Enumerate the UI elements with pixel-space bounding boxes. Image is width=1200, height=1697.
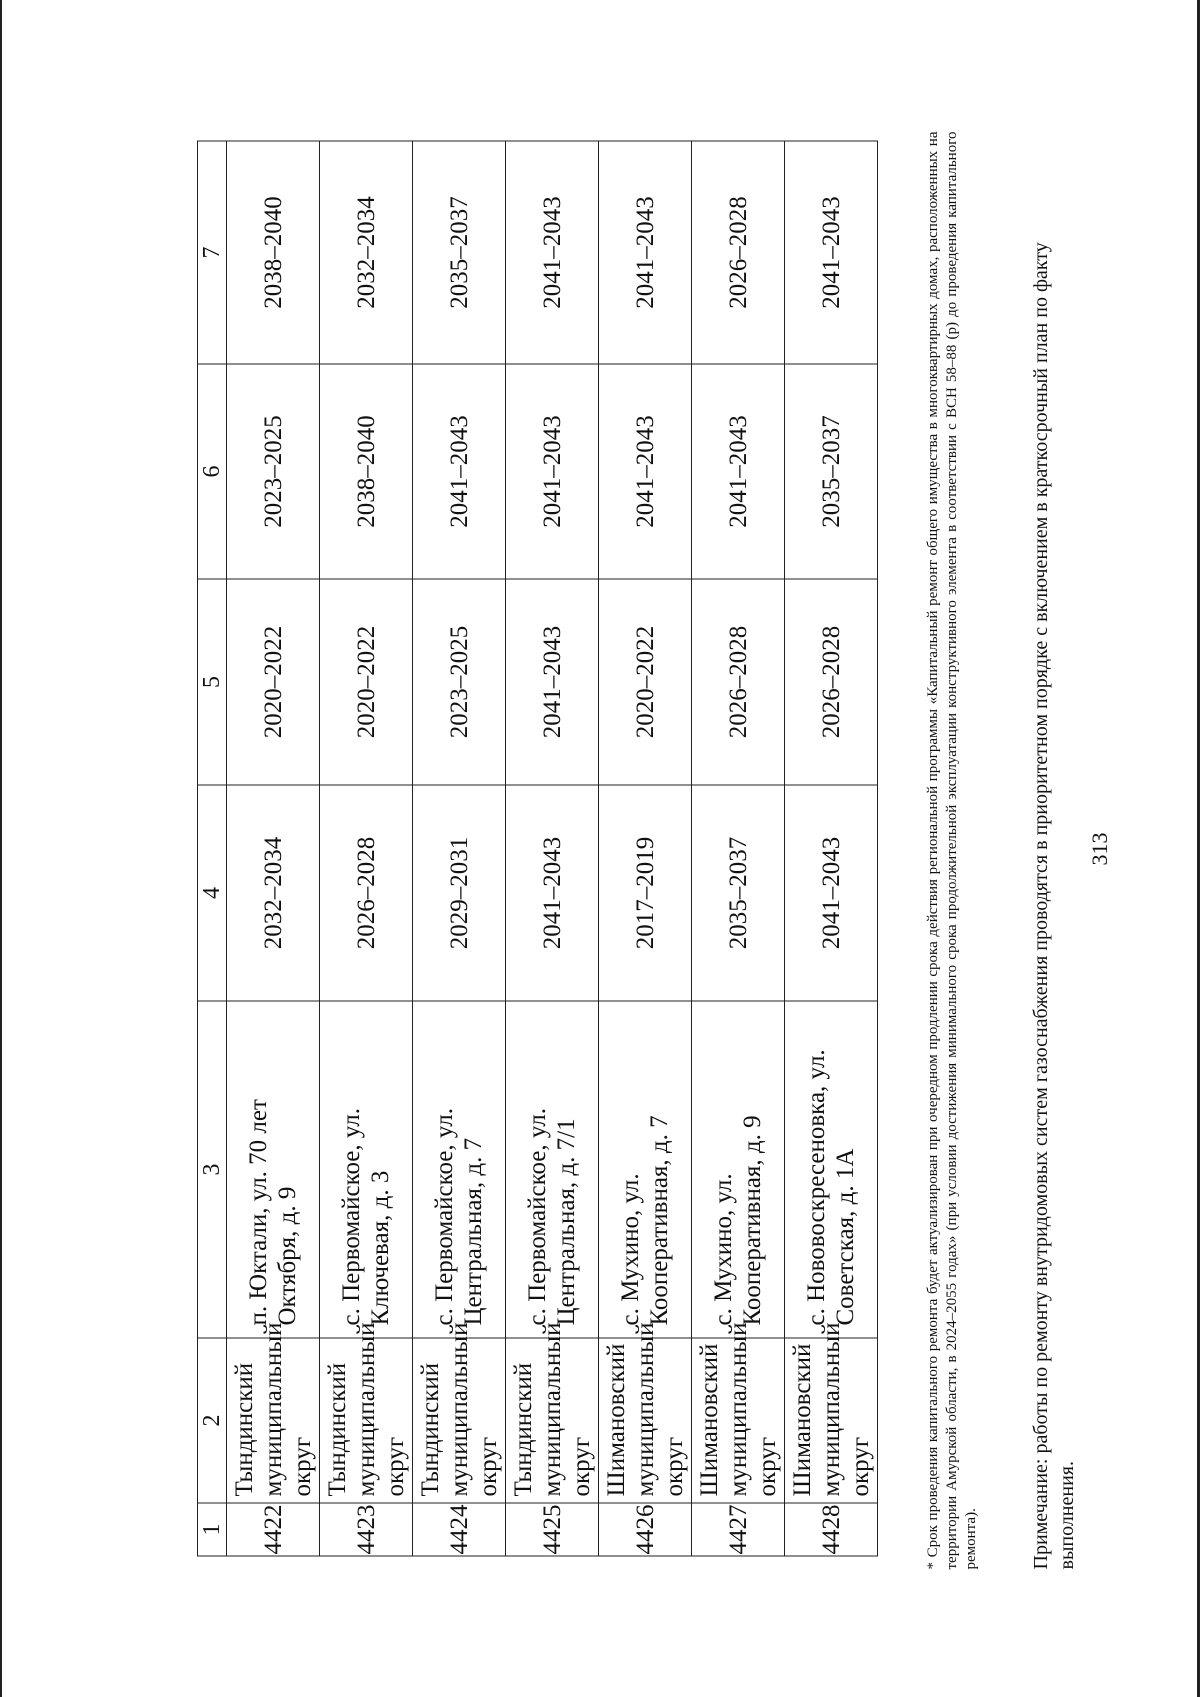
row-number: 4425 <box>506 1503 599 1556</box>
period-cell-col6: 2041–2043 <box>692 364 785 579</box>
col-header: 3 <box>198 1001 227 1338</box>
table-row <box>227 141 320 1556</box>
row-number: 4426 <box>599 1503 692 1556</box>
period-cell-col6: 2038–2040 <box>320 364 413 579</box>
period-cell-col7: 2026–2028 <box>692 141 785 364</box>
address-cell: с. Мухино, ул. Кооперативная, д. 9 <box>692 1001 785 1338</box>
period-cell-col5: 2020–2022 <box>227 579 320 785</box>
district-cell: Тындинский муниципальный округ <box>320 1338 413 1503</box>
period-cell-col4: 2017–2019 <box>599 785 692 1001</box>
address-cell: с. Нововоскресеновка, ул. Советская, д. 1А <box>785 1001 878 1338</box>
period-cell-col6: 2041–2043 <box>599 364 692 579</box>
address-cell: с. Мухино, ул. Кооперативная, д. 7 <box>599 1001 692 1338</box>
col-header: 5 <box>198 579 227 785</box>
district-cell: Шимановский муниципальный округ <box>785 1338 878 1503</box>
period-cell-col6: 2041–2043 <box>506 364 599 579</box>
address-cell: с. Первомайское, ул. Центральная, д. 7/1 <box>506 1001 599 1338</box>
table-row <box>785 141 878 1556</box>
row-number: 4427 <box>692 1503 785 1556</box>
note: Примечание: работы по ремонту внутридомовых систем газоснабжения проводятся в приоритетном порядке с включением в краткосрочный план по факту выполнения. <box>1030 241 1078 1569</box>
row-number: 4422 <box>227 1503 320 1556</box>
address-cell: с. Первомайское, ул. Центральная, д. 7 <box>413 1001 506 1338</box>
repair-schedule-table <box>197 140 878 1556</box>
period-cell-col5: 2020–2022 <box>320 579 413 785</box>
period-cell-col4: 2035–2037 <box>692 785 785 1001</box>
period-cell-col4: 2026–2028 <box>320 785 413 1001</box>
district-cell: Тындинский муниципальный округ <box>227 1338 320 1503</box>
table-row <box>413 141 506 1556</box>
period-cell-col6: 2041–2043 <box>413 364 506 579</box>
period-cell-col7: 2041–2043 <box>785 141 878 364</box>
row-number: 4428 <box>785 1503 878 1556</box>
row-number: 4423 <box>320 1503 413 1556</box>
table-header-row <box>198 141 227 1556</box>
district-cell: Тындинский муниципальный округ <box>413 1338 506 1503</box>
address-cell: п. Юктали, ул. 70 лет Октября, д. 9 <box>227 1001 320 1338</box>
table-row <box>320 141 413 1556</box>
period-cell-col4: 2041–2043 <box>785 785 878 1001</box>
period-cell-col6: 2023–2025 <box>227 364 320 579</box>
address-cell: с. Первомайское, ул. Ключевая, д. 3 <box>320 1001 413 1338</box>
col-header: 1 <box>198 1503 227 1556</box>
period-cell-col6: 2035–2037 <box>785 364 878 579</box>
period-cell-col5: 2023–2025 <box>413 579 506 785</box>
period-cell-col4: 2029–2031 <box>413 785 506 1001</box>
period-cell-col7: 2041–2043 <box>599 141 692 364</box>
district-cell: Тындинский муниципальный округ <box>506 1338 599 1503</box>
col-header: 7 <box>198 141 227 364</box>
footnote: * Срок проведения капитального ремонта будет актуализирован при очередном продлении срока действия региональной программы «Капитальный ремонт общего имущества в многоквартирных домах, расположенных на территории Амурской области, в 2024–2055 годах» (при условии достижения минимального срока продолжительной эксплуатации конструктивного элемента в соответствии с ВСН 58–88 (р) до проведения капитального ремонта). <box>925 131 979 1569</box>
table-row <box>692 141 785 1556</box>
col-header: 2 <box>198 1338 227 1503</box>
district-cell: Шимановский муниципальный округ <box>599 1338 692 1503</box>
period-cell-col4: 2032–2034 <box>227 785 320 1001</box>
page-number: 313 <box>1087 832 1112 865</box>
period-cell-col7: 2032–2034 <box>320 141 413 364</box>
row-number: 4424 <box>413 1503 506 1556</box>
table-row <box>506 141 599 1556</box>
period-cell-col5: 2026–2028 <box>692 579 785 785</box>
col-header: 4 <box>198 785 227 1001</box>
period-cell-col4: 2041–2043 <box>506 785 599 1001</box>
col-header: 6 <box>198 364 227 579</box>
period-cell-col7: 2041–2043 <box>506 141 599 364</box>
period-cell-col5: 2026–2028 <box>785 579 878 785</box>
period-cell-col5: 2020–2022 <box>599 579 692 785</box>
period-cell-col7: 2038–2040 <box>227 141 320 364</box>
period-cell-col7: 2035–2037 <box>413 141 506 364</box>
table-row <box>599 141 692 1556</box>
district-cell: Шимановский муниципальный округ <box>692 1338 785 1503</box>
period-cell-col5: 2041–2043 <box>506 579 599 785</box>
